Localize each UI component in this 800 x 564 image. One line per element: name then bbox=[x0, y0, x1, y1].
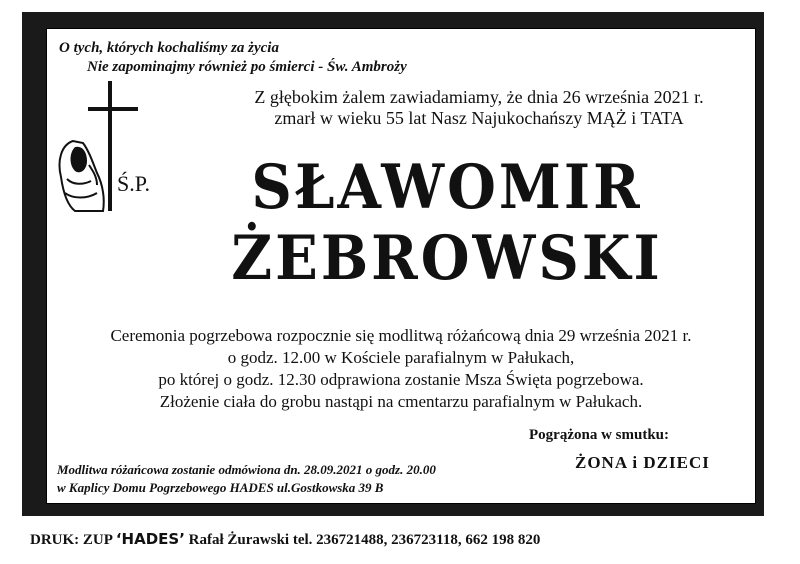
announcement-line-2: zmarł w wieku 55 lat Nasz Najukochańszy MĄŻ i TATA bbox=[274, 108, 684, 128]
last-name: ŻEBROWSKI bbox=[231, 223, 663, 295]
ceremony-info bbox=[47, 325, 755, 413]
printer-footer bbox=[30, 530, 540, 549]
ceremony-line-4: Złożenie ciała do grobu nastąpi na cmentarzu parafialnym w Pałukach. bbox=[159, 392, 643, 411]
quote bbox=[59, 39, 407, 77]
footer-contact: Rafał Żurawski tel. 236721488, 236723118, 662 198 820 bbox=[184, 532, 541, 548]
mourners-label: Pogrążona w smutku: bbox=[529, 427, 670, 443]
quote-line-2: Nie zapominajmy również po śmierci - Św. Ambroży bbox=[87, 59, 407, 75]
announcement bbox=[219, 87, 739, 129]
ceremony-line-1: Ceremonia pogrzebowa rozpocznie się modlitwą różańcową dnia 29 września 2021 r. bbox=[110, 326, 692, 345]
rosary-line-1: Modlitwa różańcowa zostanie odmówiona dn. 28.09.2021 o godz. 20.00 bbox=[57, 462, 436, 477]
rosary-info bbox=[57, 461, 436, 497]
footer-brand: ‘HADES’ bbox=[115, 530, 185, 548]
ceremony-line-3: po której o godz. 12.30 odprawiona zostanie Msza Święta pogrzebowa. bbox=[158, 370, 644, 389]
mourners: ŻONA i DZIECI bbox=[575, 453, 710, 472]
rosary-line-2: w Kaplicy Domu Pogrzebowego HADES ul.Gostkowska 39 B bbox=[57, 480, 384, 495]
footer-prefix: DRUK: ZUP bbox=[30, 532, 116, 548]
sp-prefix: Ś.P. bbox=[117, 171, 151, 196]
announcement-line-1: Z głębokim żalem zawiadamiamy, że dnia 26 września 2021 r. bbox=[254, 87, 704, 107]
obituary-notice bbox=[46, 28, 756, 504]
first-name: SŁAWOMIR bbox=[251, 151, 643, 223]
quote-line-1: O tych, których kochaliśmy za życia bbox=[59, 40, 279, 56]
ceremony-line-2: o godz. 12.00 w Kościele parafialnym w Pałukach, bbox=[227, 348, 575, 367]
deceased-name bbox=[187, 152, 707, 295]
